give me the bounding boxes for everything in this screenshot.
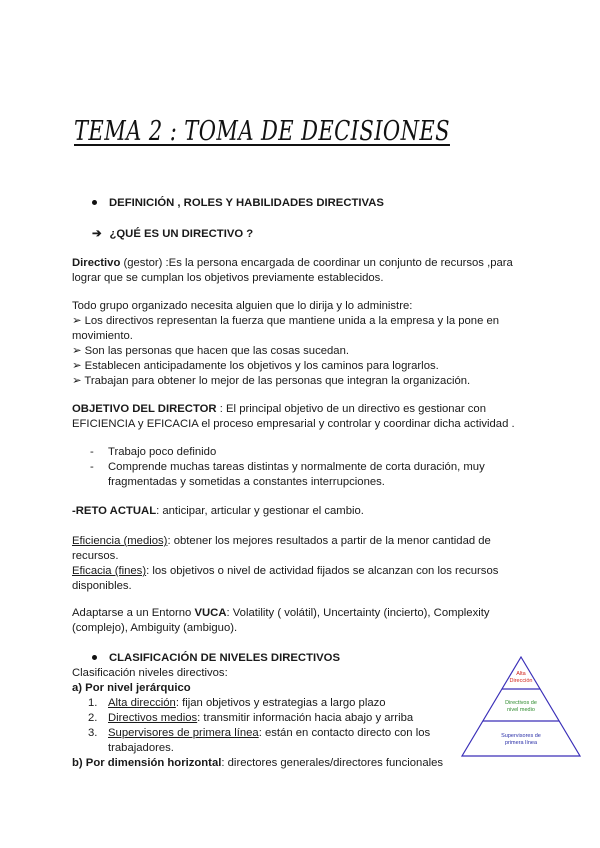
objetivo-paragraph: OBJETIVO DEL DIRECTOR : El principal objetivo de un directivo es gestionar con EFICIENCIA y EFICACIA el proceso empresarial y controlar y coordinar dicha actividad . <box>72 403 515 430</box>
list-item: - Trabajo poco definido <box>90 446 217 458</box>
reto-paragraph: -RETO ACTUAL: anticipar, articular y gestionar el cambio. <box>72 505 364 517</box>
list-item: ➢ Son las personas que hacen que las cosas sucedan. <box>72 345 350 357</box>
pyramid-mid-label-1: Directivos de <box>505 700 537 706</box>
page-title: TEMA 2 : TOMA DE DECISIONES <box>74 116 450 147</box>
pyramid-bottom-label-2: primera línea <box>504 740 538 746</box>
dash-list <box>90 445 485 490</box>
vuca-paragraph: Adaptarse a un Entorno VUCA: Volatility ( volátil), Uncertainty (incierto), Complexity (complejo), Ambiguity (ambiguo). <box>72 607 490 634</box>
list-item: ➢ Trabajan para obtener lo mejor de las personas que integran la organización. <box>72 375 471 387</box>
pyramid-top-label-2: Dirección <box>509 678 533 684</box>
intro-paragraph: Todo grupo organizado necesita alguien que lo dirija y lo administre: ➢ Los directivos representan la fuerza que mantiene unida a la empresa y la pone en movimiento. ➢ Son las personas que hacen que las cosas sucedan. ➢ Establecen anticipadamente los objetivos y los caminos para lograrlos. ➢ Trabajan para obtener lo mejor de las personas que integran la organización. <box>72 300 500 387</box>
list-item: movimiento. <box>72 330 133 342</box>
arrow-icon: ➔ <box>92 228 102 240</box>
list-item: fragmentadas y sometidas a constantes interrupciones. <box>108 476 385 488</box>
list-item: 3. Supervisores de primera línea: están en contacto directo con los <box>88 727 431 739</box>
list-item: 1. Alta dirección: fijan objetivos y estrategias a largo plazo <box>88 697 386 709</box>
definition-paragraph: Directivo (gestor) :Es la persona encargada de coordinar un conjunto de recursos ,para lograr que se cumplan los objetivos previamente establecidos. <box>72 257 513 284</box>
eficiencia-paragraph: Eficiencia (medios): obtener los mejores resultados a partir de la menor cantidad de recursos. Eficacia (fines): los objetivos o nivel de actividad fijados se alcanzan con los recursos disponibles. <box>72 535 499 592</box>
bullet-icon <box>92 200 97 205</box>
list-item: ➢ Establecen anticipadamente los objetivos y los caminos para lograrlos. <box>72 360 439 372</box>
subheading-que-es: ➔ ¿QUÉ ES UN DIRECTIVO ? <box>92 228 254 240</box>
pyramid-bottom-label-1: Supervisores de <box>501 733 541 739</box>
list-item: ➢ Los directivos representan la fuerza que mantiene unida a la empresa y la pone en <box>72 315 500 327</box>
section-heading-definicion: DEFINICIÓN , ROLES Y HABILIDADES DIRECTIVAS <box>92 196 384 211</box>
section-heading-clasificacion: CLASIFICACIÓN DE NIVELES DIRECTIVOS <box>92 651 340 666</box>
pyramid-mid-label-2: nivel medio <box>507 707 535 713</box>
list-item: 2. Directivos medios: transmitir información hacia abajo y arriba <box>88 712 414 724</box>
hierarchy-pyramid-diagram <box>458 654 584 760</box>
bullet-icon <box>92 655 97 660</box>
clasificacion-block: Clasificación niveles directivos: a) Por nivel jerárquico 1. Alta dirección: fijan objetivos y estrategias a largo plazo 2. Directivos medios: transmitir información hacia abajo y arriba 3. Supervisores de primera línea: están en contacto directo con los trabajadores. b) Por dimensión horizontal: directores generales/directores funcionales <box>72 667 444 769</box>
pyramid-top-label-1: Alta <box>516 671 526 677</box>
list-item: - Comprende muchas tareas distintas y normalmente de corta duración, muy <box>90 461 485 473</box>
